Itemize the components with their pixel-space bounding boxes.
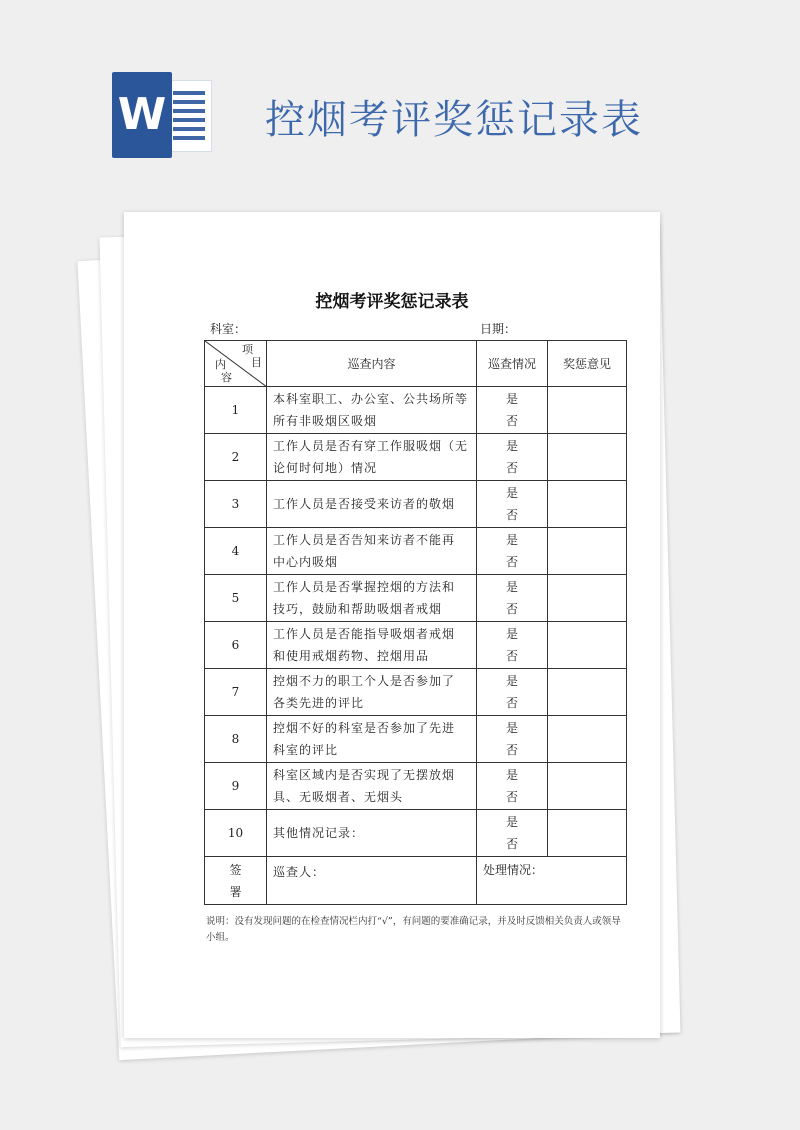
word-document-icon xyxy=(112,72,212,158)
status-cell xyxy=(477,810,548,857)
opinion-cell[interactable] xyxy=(548,575,627,622)
table-row xyxy=(205,622,627,669)
inspection-item xyxy=(267,622,477,669)
inspection-item xyxy=(267,669,477,716)
table-row xyxy=(205,763,627,810)
diagonal-header-cell xyxy=(205,341,267,387)
no-option: 否 xyxy=(505,837,518,851)
opinion-cell[interactable] xyxy=(548,716,627,763)
row-number: 6 xyxy=(205,622,267,669)
inspection-item-line: 所有非吸烟区吸烟 xyxy=(273,414,378,428)
inspection-item-line: 工作人员是否接受来访者的敬烟 xyxy=(273,497,456,511)
inspection-item-line: 论何时何地）情况 xyxy=(273,461,378,475)
table-row xyxy=(205,434,627,481)
inspection-item xyxy=(267,763,477,810)
status-cell xyxy=(477,387,548,434)
inspection-item-line: 本科室职工、办公室、公共场所等 xyxy=(273,392,469,406)
status-cell xyxy=(477,622,548,669)
opinion-cell[interactable] xyxy=(548,669,627,716)
opinion-cell[interactable] xyxy=(548,528,627,575)
status-cell xyxy=(477,669,548,716)
opinion-cell[interactable] xyxy=(548,434,627,481)
word-letter: W xyxy=(112,72,172,158)
inspection-item-line: 工作人员是否能指导吸烟者戒烟 xyxy=(273,627,456,641)
banner-title: 控烟考评奖惩记录表 xyxy=(265,97,643,143)
inspection-item-line: 中心内吸烟 xyxy=(273,555,339,569)
date-label: 日期： xyxy=(480,322,517,336)
row-number: 1 xyxy=(205,387,267,434)
status-cell xyxy=(477,575,548,622)
table-header-row xyxy=(205,341,627,387)
inspection-item-line: 控烟不好的科室是否参加了先进 xyxy=(273,721,456,735)
header-content: 巡查内容 xyxy=(267,341,477,387)
inspection-item-line: 各类先进的评比 xyxy=(273,696,365,710)
table-row xyxy=(205,669,627,716)
inspection-item-line: 科室区域内是否实现了无摆放烟 xyxy=(273,768,456,782)
inspection-item-line: 工作人员是否掌握控烟的方法和 xyxy=(273,580,456,594)
inspection-item xyxy=(267,528,477,575)
no-option: 否 xyxy=(505,696,518,710)
yes-option: 是 xyxy=(505,486,518,500)
opinion-cell[interactable] xyxy=(548,622,627,669)
document-page xyxy=(124,212,660,1038)
yes-option: 是 xyxy=(505,674,518,688)
yes-option: 是 xyxy=(505,533,518,547)
table-row xyxy=(205,716,627,763)
document-title: 控烟考评奖惩记录表 xyxy=(315,292,469,312)
row-number: 3 xyxy=(205,481,267,528)
signature-row xyxy=(205,857,627,905)
yes-option: 是 xyxy=(505,580,518,594)
inspection-item-line: 科室的评比 xyxy=(273,743,339,757)
table-row xyxy=(205,481,627,528)
table-row xyxy=(205,575,627,622)
status-cell xyxy=(477,763,548,810)
inspection-item-line: 技巧，鼓励和帮助吸烟者戒烟 xyxy=(273,602,443,616)
inspection-item xyxy=(267,434,477,481)
status-cell xyxy=(477,481,548,528)
inspection-item-line: 具、无吸烟者、无烟头 xyxy=(273,790,404,804)
table-row xyxy=(205,528,627,575)
opinion-cell[interactable] xyxy=(548,387,627,434)
inspection-item-line: 工作人员是否告知来访者不能再 xyxy=(273,533,456,547)
inspection-item-line: 控烟不力的职工个人是否参加了 xyxy=(273,674,456,688)
yes-option: 是 xyxy=(505,627,518,641)
inspection-item xyxy=(267,810,477,857)
header-status: 巡查情况 xyxy=(477,341,548,387)
status-cell xyxy=(477,528,548,575)
opinion-cell[interactable] xyxy=(548,810,627,857)
yes-option: 是 xyxy=(505,439,518,453)
inspector-field[interactable]: 巡查人： xyxy=(267,857,477,905)
no-option: 否 xyxy=(505,790,518,804)
no-option: 否 xyxy=(505,461,518,475)
row-number: 9 xyxy=(205,763,267,810)
opinion-cell[interactable] xyxy=(548,763,627,810)
inspection-item xyxy=(267,481,477,528)
header-item-label: 项 目 xyxy=(242,343,262,369)
header-content-label: 内 容 xyxy=(215,358,232,384)
no-option: 否 xyxy=(505,743,518,757)
no-option: 否 xyxy=(505,508,518,522)
no-option: 否 xyxy=(505,555,518,569)
row-number: 5 xyxy=(205,575,267,622)
yes-option: 是 xyxy=(505,721,518,735)
row-number: 7 xyxy=(205,669,267,716)
no-option: 否 xyxy=(505,649,518,663)
department-label: 科室： xyxy=(210,322,247,336)
record-table xyxy=(204,340,627,905)
signature-label: 签 署 xyxy=(205,857,267,905)
table-row xyxy=(205,387,627,434)
row-number: 8 xyxy=(205,716,267,763)
yes-option: 是 xyxy=(505,392,518,406)
inspection-item xyxy=(267,387,477,434)
row-number: 4 xyxy=(205,528,267,575)
row-number: 2 xyxy=(205,434,267,481)
no-option: 否 xyxy=(505,414,518,428)
yes-option: 是 xyxy=(505,815,518,829)
status-cell xyxy=(477,716,548,763)
inspection-item xyxy=(267,575,477,622)
inspection-item-line: 其他情况记录： xyxy=(273,826,365,840)
no-option: 否 xyxy=(505,602,518,616)
opinion-cell[interactable] xyxy=(548,481,627,528)
handling-field[interactable]: 处理情况： xyxy=(477,857,627,905)
inspection-item-line: 和使用戒烟药物、控烟用品 xyxy=(273,649,430,663)
header-opinion: 奖惩意见 xyxy=(548,341,627,387)
footnote: 说明：没有发现问题的在检查情况栏内打“√”，有问题的要准确记录，并及时反馈相关负责人或领导小组。 xyxy=(206,916,621,943)
table-row xyxy=(205,810,627,857)
status-cell xyxy=(477,434,548,481)
yes-option: 是 xyxy=(505,768,518,782)
row-number: 10 xyxy=(205,810,267,857)
inspection-item-line: 工作人员是否有穿工作服吸烟（无 xyxy=(273,439,469,453)
inspection-item xyxy=(267,716,477,763)
